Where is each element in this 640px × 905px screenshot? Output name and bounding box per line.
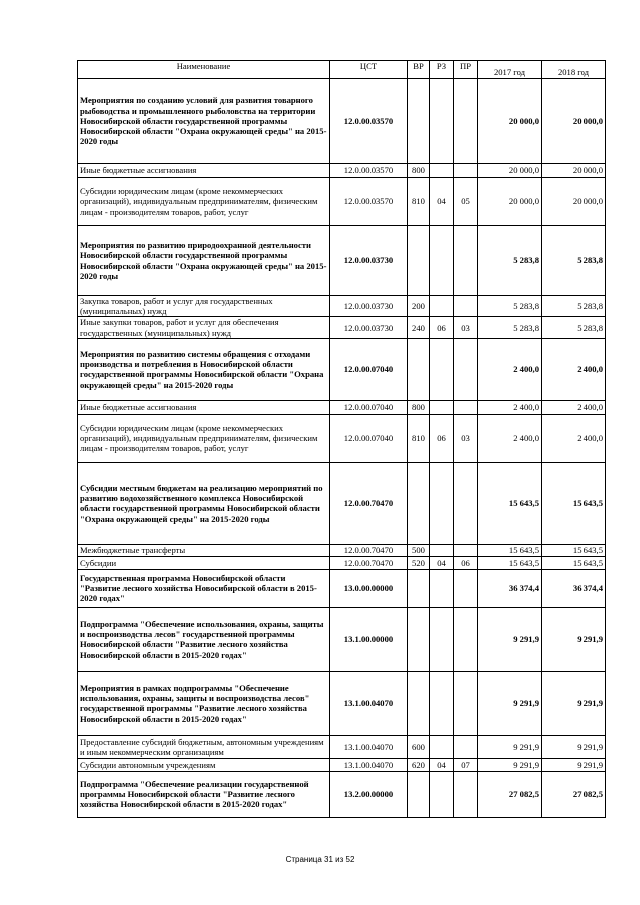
cell-2018: 2 400,0 <box>542 400 606 414</box>
cell-name: Мероприятия по созданию условий для развития товарного рыбоводства и промышленного рыболовства на территории Новосибирской области государственной программы Новосибирской области "Охрана окружающей среды" на 2015-2020 годы <box>78 79 330 164</box>
table-row <box>78 607 606 671</box>
cell-vr: 800 <box>408 164 430 178</box>
cell-vr <box>408 226 430 296</box>
cell-vr: 520 <box>408 556 430 569</box>
cell-cst: 13.2.00.00000 <box>330 771 408 817</box>
cell-rz <box>430 338 454 400</box>
header-year-2017: 2017 год <box>478 61 542 79</box>
cell-rz <box>430 79 454 164</box>
cell-2017: 2 400,0 <box>478 400 542 414</box>
cell-2017: 2 400,0 <box>478 414 542 462</box>
cell-name: Субсидии юридическим лицам (кроме некоммерческих организаций), индивидуальным предпринимателям, физическим лицам - производителям товаров, работ, услуг <box>78 178 330 226</box>
cell-2018: 9 291,9 <box>542 735 606 758</box>
cell-pr <box>454 671 478 735</box>
cell-name: Межбюджетные трансферты <box>78 544 330 556</box>
table-body <box>78 79 606 818</box>
cell-pr <box>454 607 478 671</box>
header-pr-text: ПР <box>460 60 471 71</box>
cell-rz: 06 <box>430 414 454 462</box>
cell-2017: 5 283,8 <box>478 226 542 296</box>
cell-cst: 12.0.00.70470 <box>330 556 408 569</box>
cell-vr: 500 <box>408 544 430 556</box>
cell-cst: 12.0.00.03730 <box>330 226 408 296</box>
cell-rz: 04 <box>430 556 454 569</box>
cell-vr <box>408 338 430 400</box>
cell-rz <box>430 771 454 817</box>
table-row <box>78 569 606 607</box>
cell-cst: 12.0.00.07040 <box>330 414 408 462</box>
cell-2017: 5 283,8 <box>478 317 542 338</box>
cell-2018: 9 291,9 <box>542 758 606 771</box>
cell-cst: 13.0.00.00000 <box>330 569 408 607</box>
cell-name: Предоставление субсидий бюджетным, автономным учреждениям и иным некоммерческим организациям <box>78 735 330 758</box>
cell-pr <box>454 544 478 556</box>
header-pr <box>454 61 478 79</box>
table-row <box>78 735 606 758</box>
cell-pr <box>454 400 478 414</box>
cell-2018: 15 643,5 <box>542 556 606 569</box>
table-row <box>78 414 606 462</box>
table-row <box>78 164 606 178</box>
cell-pr <box>454 296 478 317</box>
table-row <box>78 556 606 569</box>
cell-2017: 15 643,5 <box>478 556 542 569</box>
table-row <box>78 178 606 226</box>
page-footer: Страница 31 из 52 <box>285 855 355 864</box>
cell-vr <box>408 462 430 544</box>
cell-name: Субсидии <box>78 556 330 569</box>
header-rz <box>430 61 454 79</box>
cell-2017: 20 000,0 <box>478 164 542 178</box>
cell-name: Субсидии юридическим лицам (кроме некоммерческих организаций), индивидуальным предпринимателям, физическим лицам - производителям товаров, работ, услуг <box>78 414 330 462</box>
header-name-text: Наименование <box>176 60 231 71</box>
cell-pr <box>454 771 478 817</box>
cell-name: Иные бюджетные ассигнования <box>78 400 330 414</box>
cell-rz <box>430 462 454 544</box>
cell-cst: 12.0.00.07040 <box>330 338 408 400</box>
cell-2018: 20 000,0 <box>542 79 606 164</box>
header-vr <box>408 61 430 79</box>
cell-pr <box>454 226 478 296</box>
cell-2018: 9 291,9 <box>542 671 606 735</box>
cell-cst: 12.0.00.03570 <box>330 178 408 226</box>
cell-cst: 13.1.00.04070 <box>330 758 408 771</box>
cell-pr <box>454 735 478 758</box>
header-year-2018: 2018 год <box>542 61 606 79</box>
cell-rz <box>430 607 454 671</box>
cell-pr: 05 <box>454 178 478 226</box>
cell-rz <box>430 164 454 178</box>
cell-name: Мероприятия в рамках подпрограммы "Обеспечение использования, охраны, защиты и воспроизводства лесов" государственной программы "Развитие лесного хозяйства Новосибирской области в 2015-2020 годах" <box>78 671 330 735</box>
cell-cst: 12.0.00.03730 <box>330 317 408 338</box>
cell-name: Мероприятия по развитию природоохранной деятельности Новосибирской области государственной программы Новосибирской области "Охрана окружающей среды" на 2015-2020 годы <box>78 226 330 296</box>
cell-pr <box>454 164 478 178</box>
cell-vr <box>408 671 430 735</box>
table-row <box>78 771 606 817</box>
cell-2017: 15 643,5 <box>478 544 542 556</box>
cell-pr <box>454 338 478 400</box>
cell-2017: 15 643,5 <box>478 462 542 544</box>
cell-vr <box>408 607 430 671</box>
table-row <box>78 338 606 400</box>
cell-cst: 12.0.00.03570 <box>330 79 408 164</box>
cell-vr: 800 <box>408 400 430 414</box>
cell-pr <box>454 79 478 164</box>
cell-vr: 240 <box>408 317 430 338</box>
cell-2018: 5 283,8 <box>542 296 606 317</box>
cell-name: Закупка товаров, работ и услуг для государственных (муниципальных) нужд <box>78 296 330 317</box>
cell-vr <box>408 79 430 164</box>
cell-name: Субсидии автономным учреждениям <box>78 758 330 771</box>
cell-rz <box>430 226 454 296</box>
cell-name: Государственная программа Новосибирской области "Развитие лесного хозяйства Новосибирской области в 2015-2020 годах" <box>78 569 330 607</box>
cell-rz: 04 <box>430 178 454 226</box>
cell-rz <box>430 735 454 758</box>
cell-2018: 15 643,5 <box>542 544 606 556</box>
cell-2017: 36 374,4 <box>478 569 542 607</box>
cell-rz <box>430 544 454 556</box>
cell-2018: 20 000,0 <box>542 178 606 226</box>
cell-pr: 07 <box>454 758 478 771</box>
cell-rz <box>430 400 454 414</box>
cell-vr: 200 <box>408 296 430 317</box>
cell-rz <box>430 296 454 317</box>
cell-2017: 9 291,9 <box>478 758 542 771</box>
cell-rz <box>430 671 454 735</box>
cell-2018: 9 291,9 <box>542 607 606 671</box>
header-cst-text: ЦСТ <box>359 60 378 71</box>
table-row <box>78 296 606 317</box>
cell-name: Субсидии местным бюджетам на реализацию мероприятий по развитию водохозяйственного комплекса Новосибирской области государственной программы Новосибирской области "Охрана окружающей среды" на 2015-2020 годы <box>78 462 330 544</box>
cell-cst: 13.1.00.00000 <box>330 607 408 671</box>
cell-rz: 06 <box>430 317 454 338</box>
header-cst <box>330 61 408 79</box>
table-row <box>78 226 606 296</box>
cell-2017: 9 291,9 <box>478 735 542 758</box>
cell-2017: 2 400,0 <box>478 338 542 400</box>
cell-vr: 620 <box>408 758 430 771</box>
header-vr-text: ВР <box>413 60 424 71</box>
cell-name: Иные бюджетные ассигнования <box>78 164 330 178</box>
cell-rz <box>430 569 454 607</box>
budget-table <box>77 60 606 818</box>
cell-cst: 12.0.00.70470 <box>330 544 408 556</box>
cell-2018: 15 643,5 <box>542 462 606 544</box>
cell-2017: 20 000,0 <box>478 178 542 226</box>
cell-2017: 5 283,8 <box>478 296 542 317</box>
cell-cst: 12.0.00.03570 <box>330 164 408 178</box>
table-row <box>78 317 606 338</box>
cell-vr: 810 <box>408 178 430 226</box>
cell-2018: 36 374,4 <box>542 569 606 607</box>
cell-name: Иные закупки товаров, работ и услуг для обеспечения государственных (муниципальных) нужд <box>78 317 330 338</box>
cell-pr <box>454 569 478 607</box>
table-header-row <box>78 61 606 79</box>
header-name <box>78 61 330 79</box>
table-row <box>78 462 606 544</box>
cell-vr: 810 <box>408 414 430 462</box>
cell-name: Подпрограмма "Обеспечение использования, охраны, защиты и воспроизводства лесов" государственной программы Новосибирской области "Развитие лесного хозяйства Новосибирской области в 2015-2020 годах" <box>78 607 330 671</box>
cell-2018: 27 082,5 <box>542 771 606 817</box>
cell-2017: 9 291,9 <box>478 671 542 735</box>
header-rz-text: РЗ <box>436 60 447 71</box>
cell-pr: 03 <box>454 414 478 462</box>
cell-cst: 12.0.00.70470 <box>330 462 408 544</box>
cell-cst: 12.0.00.03730 <box>330 296 408 317</box>
cell-pr: 06 <box>454 556 478 569</box>
table-row <box>78 671 606 735</box>
cell-pr: 03 <box>454 317 478 338</box>
cell-cst: 12.0.00.07040 <box>330 400 408 414</box>
table-row <box>78 758 606 771</box>
cell-rz: 04 <box>430 758 454 771</box>
cell-2018: 5 283,8 <box>542 317 606 338</box>
cell-pr <box>454 462 478 544</box>
cell-2018: 5 283,8 <box>542 226 606 296</box>
table-row <box>78 400 606 414</box>
table-row <box>78 79 606 164</box>
cell-vr <box>408 771 430 817</box>
cell-2017: 20 000,0 <box>478 79 542 164</box>
cell-2017: 27 082,5 <box>478 771 542 817</box>
cell-2018: 2 400,0 <box>542 414 606 462</box>
cell-2017: 9 291,9 <box>478 607 542 671</box>
cell-2018: 2 400,0 <box>542 338 606 400</box>
cell-cst: 13.1.00.04070 <box>330 671 408 735</box>
cell-cst: 13.1.00.04070 <box>330 735 408 758</box>
cell-vr: 600 <box>408 735 430 758</box>
cell-2018: 20 000,0 <box>542 164 606 178</box>
cell-name: Подпрограмма "Обеспечение реализации государственной программы Новосибирской области "Развитие лесного хозяйства Новосибирской области в 2015-2020 годах" <box>78 771 330 817</box>
cell-vr <box>408 569 430 607</box>
table-row <box>78 544 606 556</box>
cell-name: Мероприятия по развитию системы обращения с отходами производства и потребления в Новосибирской области государственной программы Новосибирской области "Охрана окружающей среды" на 2015-2020 годы <box>78 338 330 400</box>
